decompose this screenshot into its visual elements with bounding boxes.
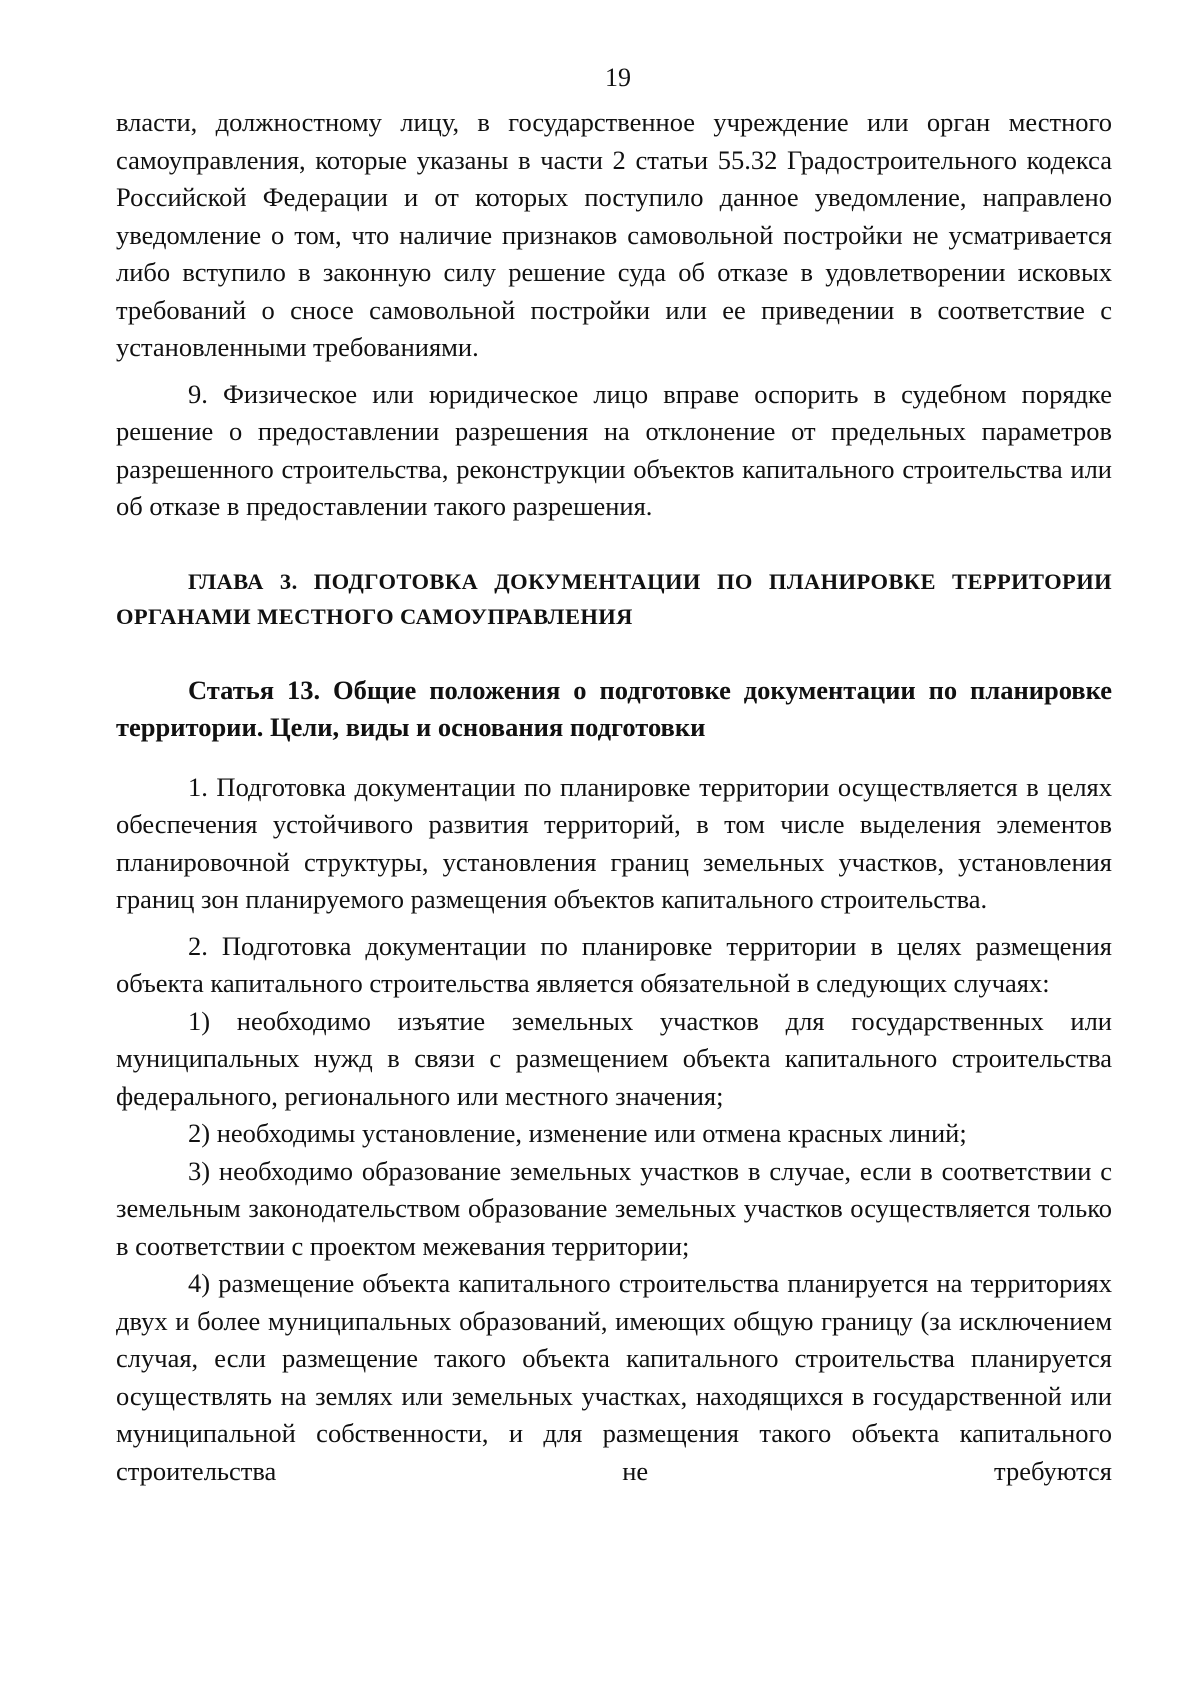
article-heading: Статья 13. Общие положения о подготовке документации по планировке территории. Цели, виды и основания подготовки [116, 674, 1112, 742]
list-item-2: 2) необходимы установление, изменение или отмена красных линий; [188, 1118, 967, 1148]
page-number: 19 [605, 63, 631, 92]
list-item-1: 1) необходимо изъятие земельных участков для государственных или муниципальных нужд в связи с размещением объекта капитального строительства федерального, регионального или местного значения; [116, 1005, 1112, 1111]
paragraph-item-9: 9. Физическое или юридическое лицо вправе оспорить в судебном порядке решение о предоставлении разрешения на отклонение от предельных параметров разрешенного строительства, реконструкции объектов капитального строительства или об отказе в предоставлении такого разрешения. [116, 378, 1112, 521]
list-item-3: 3) необходимо образование земельных участков в случае, если в соответствии с земельным законодательством образование земельных участков осуществляется только в соответствии с проектом межевания территории; [116, 1155, 1112, 1261]
list-item-4: 4) размещение объекта капитального строительства планируется на территориях двух и более муниципальных образований, имеющих общую границу (за исключением случая, если размещение такого объекта капитального строительства планируется осуществлять на землях или земельных участках, находящихся в государственной или муниципальной собственности, и для размещения такого объекта капитального строительства не требуются [116, 1268, 1112, 1486]
paragraph-continuation: власти, должностному лицу, в государственное учреждение или орган местного самоуправления, которые указаны в части 2 статьи 55.32 Градостроительного кодекса Российской Федерации и от которых поступило данное уведомление, направлено уведомление о том, что наличие признаков самовольной постройки не усматривается либо вступило в законную силу решение суда об отказе в удовлетворении исковых требований о сносе самовольной постройки или ее приведении в соответствие с установленными требованиями. [116, 107, 1112, 362]
article-paragraph-2: 2. Подготовка документации по планировке территории в целях размещения объекта капитального строительства является обязательной в следующих случаях: [116, 930, 1112, 998]
article-paragraph-1: 1. Подготовка документации по планировке территории осуществляется в целях обеспечения устойчивого развития территорий, в том числе выделения элементов планировочной структуры, установления границ земельных участков, установления границ зон планируемого размещения объектов капитального строительства. [116, 771, 1112, 914]
chapter-heading: ГЛАВА 3. ПОДГОТОВКА ДОКУМЕНТАЦИИ ПО ПЛАНИРОВКЕ ТЕРРИТОРИИ ОРГАНАМИ МЕСТНОГО САМОУПРАВЛЕНИЯ [116, 568, 1112, 629]
